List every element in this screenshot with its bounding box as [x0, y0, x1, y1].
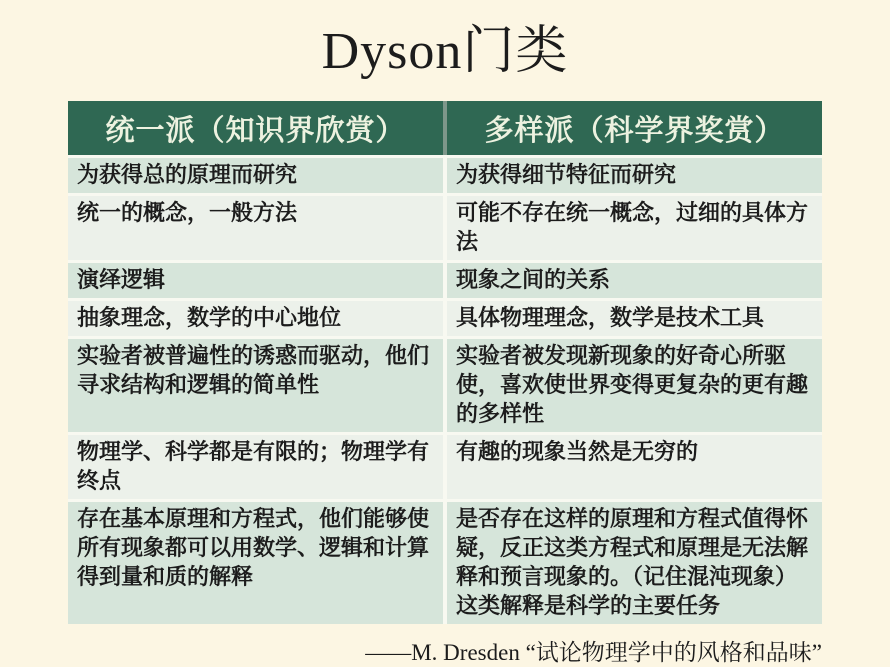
table-cell-right: 有趣的现象当然是无穷的 [447, 435, 822, 499]
table-row [68, 196, 822, 260]
table-cell-left: 存在基本原理和方程式，他们能够使所有现象都可以用数学、逻辑和计算得到量和质的解释 [68, 502, 443, 624]
table-cell-left: 演绎逻辑 [68, 263, 443, 298]
table-cell-left: 为获得总的原理而研究 [68, 158, 443, 193]
table-cell-right: 为获得细节特征而研究 [447, 158, 822, 193]
table-header-diversity: 多样派（科学界奖赏） [447, 101, 822, 155]
table-header-unification: 统一派（知识界欣赏） [68, 101, 443, 155]
table-cell-right: 具体物理理念，数学是技术工具 [447, 301, 822, 336]
table-cell-right: 现象之间的关系 [447, 263, 822, 298]
table-row [68, 158, 822, 193]
table-cell-right: 实验者被发现新现象的好奇心所驱使，喜欢使世界变得更复杂的更有趣的多样性 [447, 339, 822, 432]
comparison-table [68, 101, 822, 624]
table-cell-left: 实验者被普遍性的诱惑而驱动，他们寻求结构和逻辑的简单性 [68, 339, 443, 432]
table-row [68, 339, 822, 432]
table-cell-right: 是否存在这样的原理和方程式值得怀疑，反正这类方程式和原理是无法解释和预言现象的。（记住混沌现象）这类解释是科学的主要任务 [447, 502, 822, 624]
table-row [68, 301, 822, 336]
table-cell-left: 抽象理念，数学的中心地位 [68, 301, 443, 336]
table-row [68, 502, 822, 624]
table-header-row [68, 101, 822, 155]
table-row [68, 435, 822, 499]
table-cell-left: 统一的概念，一般方法 [68, 196, 443, 260]
table-cell-right: 可能不存在统一概念，过细的具体方法 [447, 196, 822, 260]
citation: ——M. Dresden “试论物理学中的风格和品味” [365, 640, 822, 665]
table-cell-left: 物理学、科学都是有限的；物理学有终点 [68, 435, 443, 499]
page-title: Dyson门类 [321, 23, 569, 80]
table-row [68, 263, 822, 298]
